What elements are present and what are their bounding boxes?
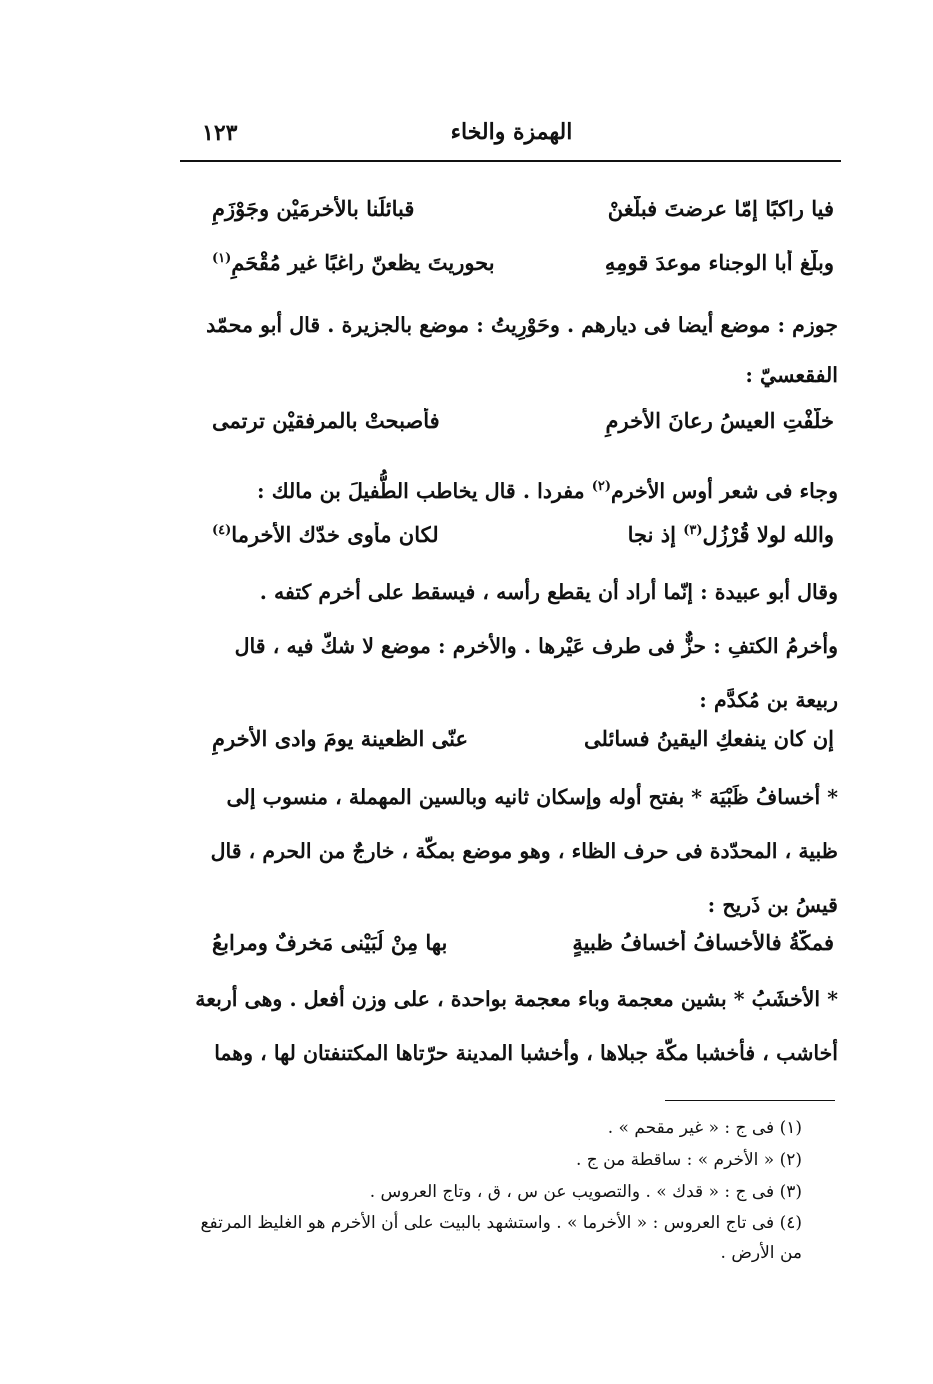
footnote-marker: (٣) <box>683 523 703 538</box>
verse-text: بحوريتَ يظعنّ راغبًا غير مُقْحَمِ <box>231 250 495 275</box>
text-line: * أخسافُ ظَبْيَة * بفتح أوله وإسكان ثانيه وبالسين المهملة ، منسوب إلى <box>226 785 838 809</box>
verse-hemistich-right: خلّفْتِ العيسُ رعانَ الأخرمِ <box>605 408 834 433</box>
verse-text: لكان مأوى خدّك الأخرما <box>231 522 439 547</box>
text-run: مفردا . قال يخاطب الطُّفيلَ بن مالك : <box>256 478 585 503</box>
page-number: ١٢٣ <box>202 120 238 146</box>
paragraph-1 <box>190 298 838 398</box>
verse-1 <box>212 196 834 228</box>
verse-hemistich-right: إن كان ينفعكِ اليقينُ فسائلى <box>584 726 834 751</box>
verse-text: إذ نجا <box>627 522 676 547</box>
verse-hemistich-right: وبلّغ أبا الوجناء موعدَ قومِهِ <box>604 250 834 275</box>
footnote-marker: (١) <box>212 251 232 266</box>
verse-hemistich-right: فمكّةُ فالأخسافُ أخسافُ ظبيةٍ <box>572 930 834 955</box>
text-line <box>190 460 838 518</box>
footnote-marker: (٢) <box>591 479 612 494</box>
paragraph-5 <box>190 972 838 1080</box>
verse-text: والله لولا قُرْزُل <box>702 522 834 547</box>
verse-3 <box>212 408 834 440</box>
footnote: (٢) « الأخرم » : ساقطة من ج . <box>575 1150 802 1170</box>
text-line: ربيعة بن مُكدَّم : <box>699 688 838 712</box>
verse-4 <box>212 522 834 554</box>
paragraph-3 <box>190 565 838 727</box>
footnote-marker: (٤) <box>212 523 232 538</box>
text-line: وأخرمُ الكتفِ : حزٌّ فى طرف عَيْرها . والأخرم : موضع لا شكّ فيه ، قال <box>234 634 838 658</box>
verse-hemistich-left <box>212 522 439 547</box>
verse-6 <box>212 930 834 962</box>
text-line: وقال أبو عبيدة : إنّما أراد أن يقطع رأسه ، فيسقط على أخرم كتفه . <box>259 580 838 604</box>
footnote: (٤) فى تاج العروس : « الأخرما » . واستشهد بالبيت على أن الأخرم هو الغليظ المرتفع من الأرض . <box>200 1213 802 1263</box>
footnote: (١) فى ج : « غير مقحم » . <box>607 1118 802 1138</box>
text-line: * الأخشَبُ * بشين معجمة وباء معجمة بواحدة ، على وزن أفعل . وهى أربعة <box>195 987 838 1011</box>
text-line: جوزم : موضع أيضا فى ديارهم . وحَوْرِيتُ : موضع بالجزيرة . قال أبو محمّد <box>206 313 838 337</box>
verse-hemistich-left: بها مِنْ لُبَيْنى مَخرفٌ ومرابعُ <box>212 930 448 955</box>
verse-hemistich-right: فيا راكبًا إمّا عرضتَ فبلّغنْ <box>607 196 834 221</box>
text-line: ظبية ، المحدّدة فى حرف الظاء ، وهو موضع بمكّة ، خارجٌ من الحرم ، قال <box>210 839 838 863</box>
paragraph-4 <box>190 770 838 932</box>
text-line: قيسُ بن ذَريح : <box>707 893 838 917</box>
verse-hemistich-left: عنّى الظعينة يومَ وادى الأخرمِ <box>212 726 468 751</box>
header-rule <box>180 160 841 162</box>
text-line: أخاشب ، فأخشبا مكّة جبلاها ، وأخشبا المدينة حرّتاها المكتنفتان لها ، وهما <box>214 1041 838 1065</box>
verse-2 <box>212 250 834 282</box>
verse-5 <box>212 726 834 758</box>
verse-hemistich-left <box>212 250 495 275</box>
footnote: (٣) فى ج : « قدك » . والتصويب عن س ، ق ، وتاج العروس . <box>369 1182 802 1202</box>
footnotes <box>190 1112 802 1268</box>
running-title: الهمزة والخاء <box>450 119 573 145</box>
text-line: الفقعسيّ : <box>745 363 838 387</box>
footnote-rule <box>665 1100 835 1101</box>
verse-hemistich-left: قبائلَنا بالأخرمَيْن وجَوْزَمِ <box>212 196 415 221</box>
text-run: وجاء فى شعر أوس الأخرم <box>611 478 838 503</box>
verse-hemistich-right <box>628 522 834 547</box>
page-header <box>180 108 843 156</box>
verse-hemistich-left: فأصبحتْ بالمرفقيْن ترتمى <box>212 408 440 433</box>
paragraph-2 <box>190 460 838 518</box>
